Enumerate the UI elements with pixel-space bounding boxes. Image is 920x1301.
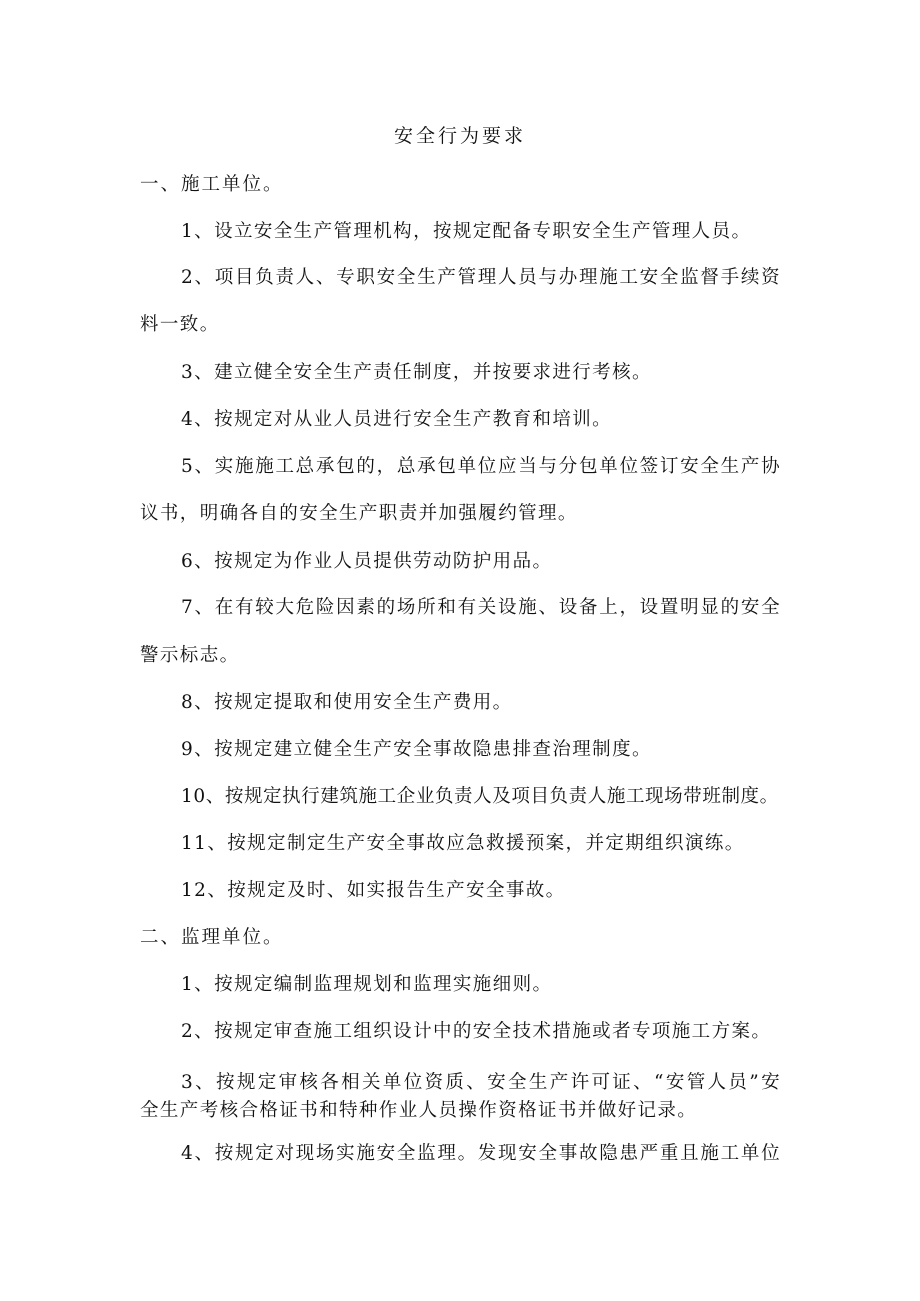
paragraph-item-9: 9、按规定建立健全生产安全事故隐患排查治理制度。 [181,739,652,760]
paragraph-item-12: 12、按规定及时、如实报告生产安全事故。 [181,880,566,901]
paragraph-item-1: 1、设立安全生产管理机构，按规定配备专职安全生产管理人员。 [181,221,752,242]
paragraph-item-2: 2、项目负责人、专职安全生产管理人员与办理施工安全监督手续资 [181,267,781,288]
paragraph-supervision-1: 1、按规定编制监理规划和监理实施细则。 [181,974,553,995]
paragraph-supervision-2: 2、按规定审查施工组织设计中的安全技术措施或者专项施工方案。 [181,1021,772,1042]
paragraph-item-5-continuation: 议书，明确各自的安全生产职责并加强履约管理。 [140,503,578,524]
page-title: 安全行为要求 [393,125,526,147]
paragraph-item-7: 7、在有较大危险因素的场所和有关设施、设备上，设置明显的安全 [181,597,781,618]
section-heading-supervision: 二、监理单位。 [140,927,284,948]
paragraph-supervision-4: 4、按规定对现场实施安全监理。发现安全事故隐患严重且施工单位 [181,1143,781,1164]
paragraph-item-5: 5、实施施工总承包的，总承包单位应当与分包单位签订安全生产协 [181,456,781,477]
paragraph-supervision-3: 3、按规定审核各相关单位资质、安全生产许可证、“安管人员”安 [181,1072,781,1093]
paragraph-item-3: 3、建立健全安全生产责任制度，并按要求进行考核。 [181,362,652,383]
section-heading-construction: 一、施工单位。 [140,174,284,195]
paragraph-item-4: 4、按规定对从业人员进行安全生产教育和培训。 [181,409,613,430]
paragraph-item-6: 6、按规定为作业人员提供劳动防护用品。 [181,551,553,572]
paragraph-item-8: 8、按规定提取和使用安全生产费用。 [181,692,513,713]
paragraph-item-11: 11、按规定制定生产安全事故应急救援预案，并定期组织演练。 [181,833,745,854]
paragraph-item-7-continuation: 警示标志。 [140,645,240,666]
paragraph-item-10: 10、按规定执行建筑施工企业负责人及项目负责人施工现场带班制度。 [181,786,779,807]
paragraph-item-2-continuation: 料一致。 [140,314,220,335]
paragraph-supervision-3-continuation: 全生产考核合格证书和特种作业人员操作资格证书并做好记录。 [140,1100,698,1121]
